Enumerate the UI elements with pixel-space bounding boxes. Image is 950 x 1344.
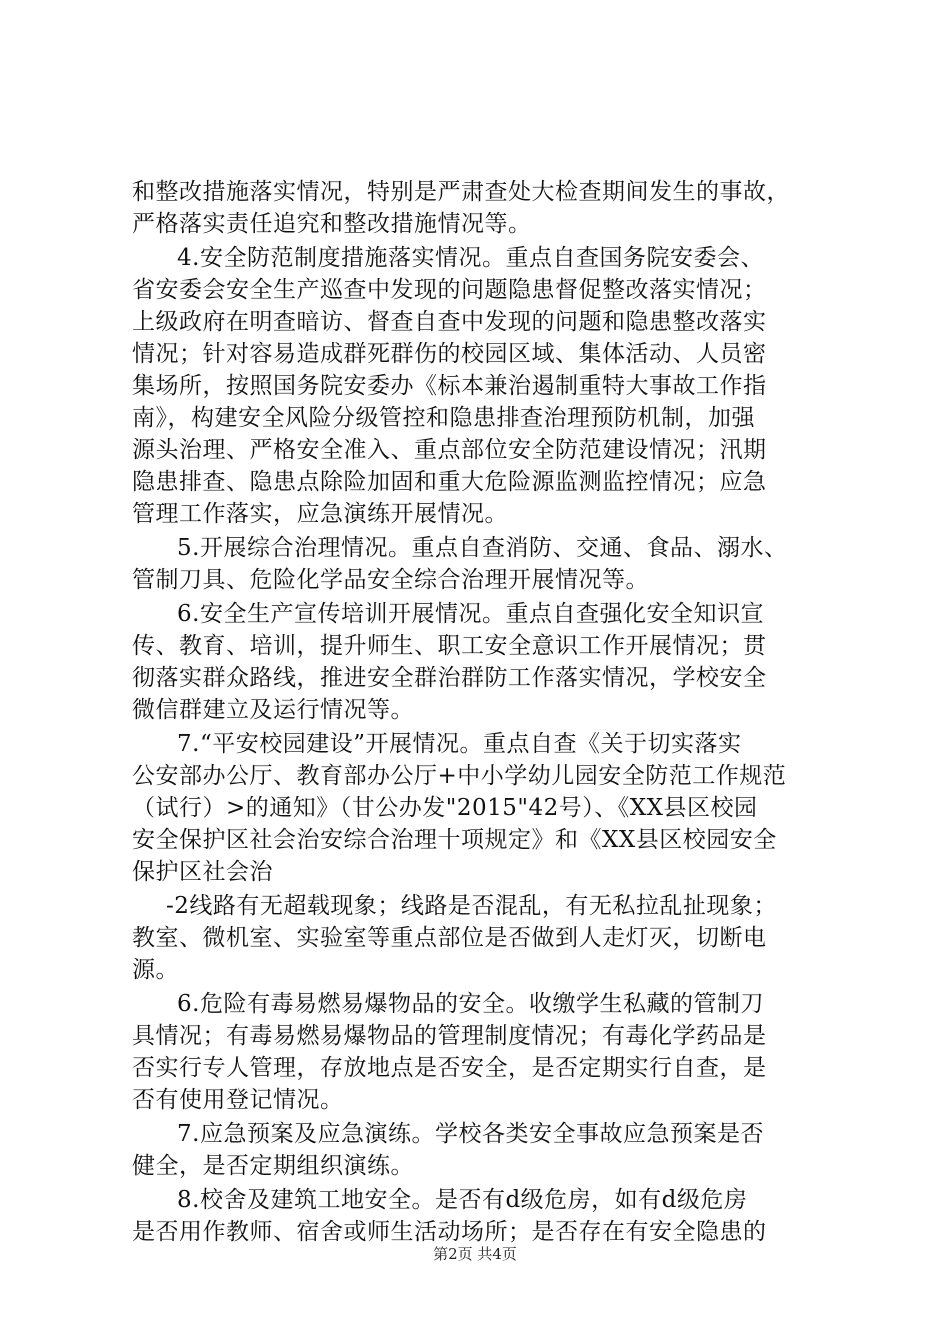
text-line: 8.校舍及建筑工地安全。是否有d级危房，如有d级危房 xyxy=(177,1187,748,1213)
text-line: 4.安全防范制度措施落实情况。重点自查国务院安委会、 xyxy=(177,245,764,271)
text-line: 安全保护区社会治安综合治理十项规定》和《XX县区校园安全 xyxy=(132,827,777,853)
text-line: 南》，构建安全风险分级管控和隐患排查治理预防机制，加强 xyxy=(132,405,755,431)
text-line: 否有使用登记情况。 xyxy=(132,1087,344,1113)
text-line: -2线路有无超载现象；线路是否混乱，有无私拉乱扯现象； xyxy=(166,893,777,919)
text-line: 保护区社会治 xyxy=(132,859,273,885)
text-line: 公安部办公厅、教育部办公厅+中小学幼儿园安全防范工作规范 xyxy=(132,763,787,789)
text-line: 传、教育、培训，提升师生、职工安全意识工作开展情况；贯 xyxy=(132,633,767,659)
text-line: 5.开展综合治理情况。重点自查消防、交通、食品、溺水、 xyxy=(177,535,788,561)
text-line: 7.应急预案及应急演练。学校各类安全事故应急预案是否 xyxy=(177,1121,764,1147)
text-line: 健全，是否定期组织演练。 xyxy=(132,1153,414,1179)
text-line: 6.安全生产宣传培训开展情况。重点自查强化安全知识宣 xyxy=(177,601,764,627)
text-line: （试行）>的通知》（甘公办发"2015"42号）、《XX县区校园 xyxy=(132,795,758,821)
page-footer: 第2页 共4页 xyxy=(433,1245,517,1263)
text-line: 隐患排查、隐患点除险加固和重大危险源监测监控情况；应急 xyxy=(132,469,767,495)
text-line: 管理工作落实，应急演练开展情况。 xyxy=(132,501,508,527)
text-line: 严格落实责任追究和整改措施情况等。 xyxy=(132,211,532,237)
text-line: 6.危险有毒易燃易爆物品的安全。收缴学生私藏的管制刀 xyxy=(177,991,764,1017)
text-line: 和整改措施落实情况，特别是严肃查处大检查期间发生的事故， xyxy=(132,179,790,205)
text-line: 上级政府在明查暗访、督查自查中发现的问题和隐患整改落实 xyxy=(132,309,767,335)
text-line: 源。 xyxy=(132,957,179,983)
text-line: 情况；针对容易造成群死群伤的校园区域、集体活动、人员密 xyxy=(132,341,767,367)
text-line: 否实行专人管理，存放地点是否安全，是否定期实行自查，是 xyxy=(132,1055,767,1081)
text-line: 微信群建立及运行情况等。 xyxy=(132,697,414,723)
text-line: 集场所，按照国务院安委办《标本兼治遏制重特大事故工作指 xyxy=(132,373,767,399)
text-line: 教室、微机室、实验室等重点部位是否做到人走灯灭，切断电 xyxy=(132,925,767,951)
text-line: 省安委会安全生产巡查中发现的问题隐患督促整改落实情况； xyxy=(132,277,767,303)
text-line: 管制刀具、危险化学品安全综合治理开展情况等。 xyxy=(132,567,649,593)
text-line: 是否用作教师、宿舍或师生活动场所；是否存在有安全隐患的 xyxy=(132,1219,767,1245)
text-line: 源头治理、严格安全准入、重点部位安全防范建设情况；汛期 xyxy=(132,437,767,463)
text-line: 具情况；有毒易燃易爆物品的管理制度情况；有毒化学药品是 xyxy=(132,1023,767,1049)
text-line: 7.“平安校园建设”开展情况。重点自查《关于切实落实 xyxy=(177,731,742,757)
text-line: 彻落实群众路线，推进安全群治群防工作落实情况，学校安全 xyxy=(132,665,767,691)
